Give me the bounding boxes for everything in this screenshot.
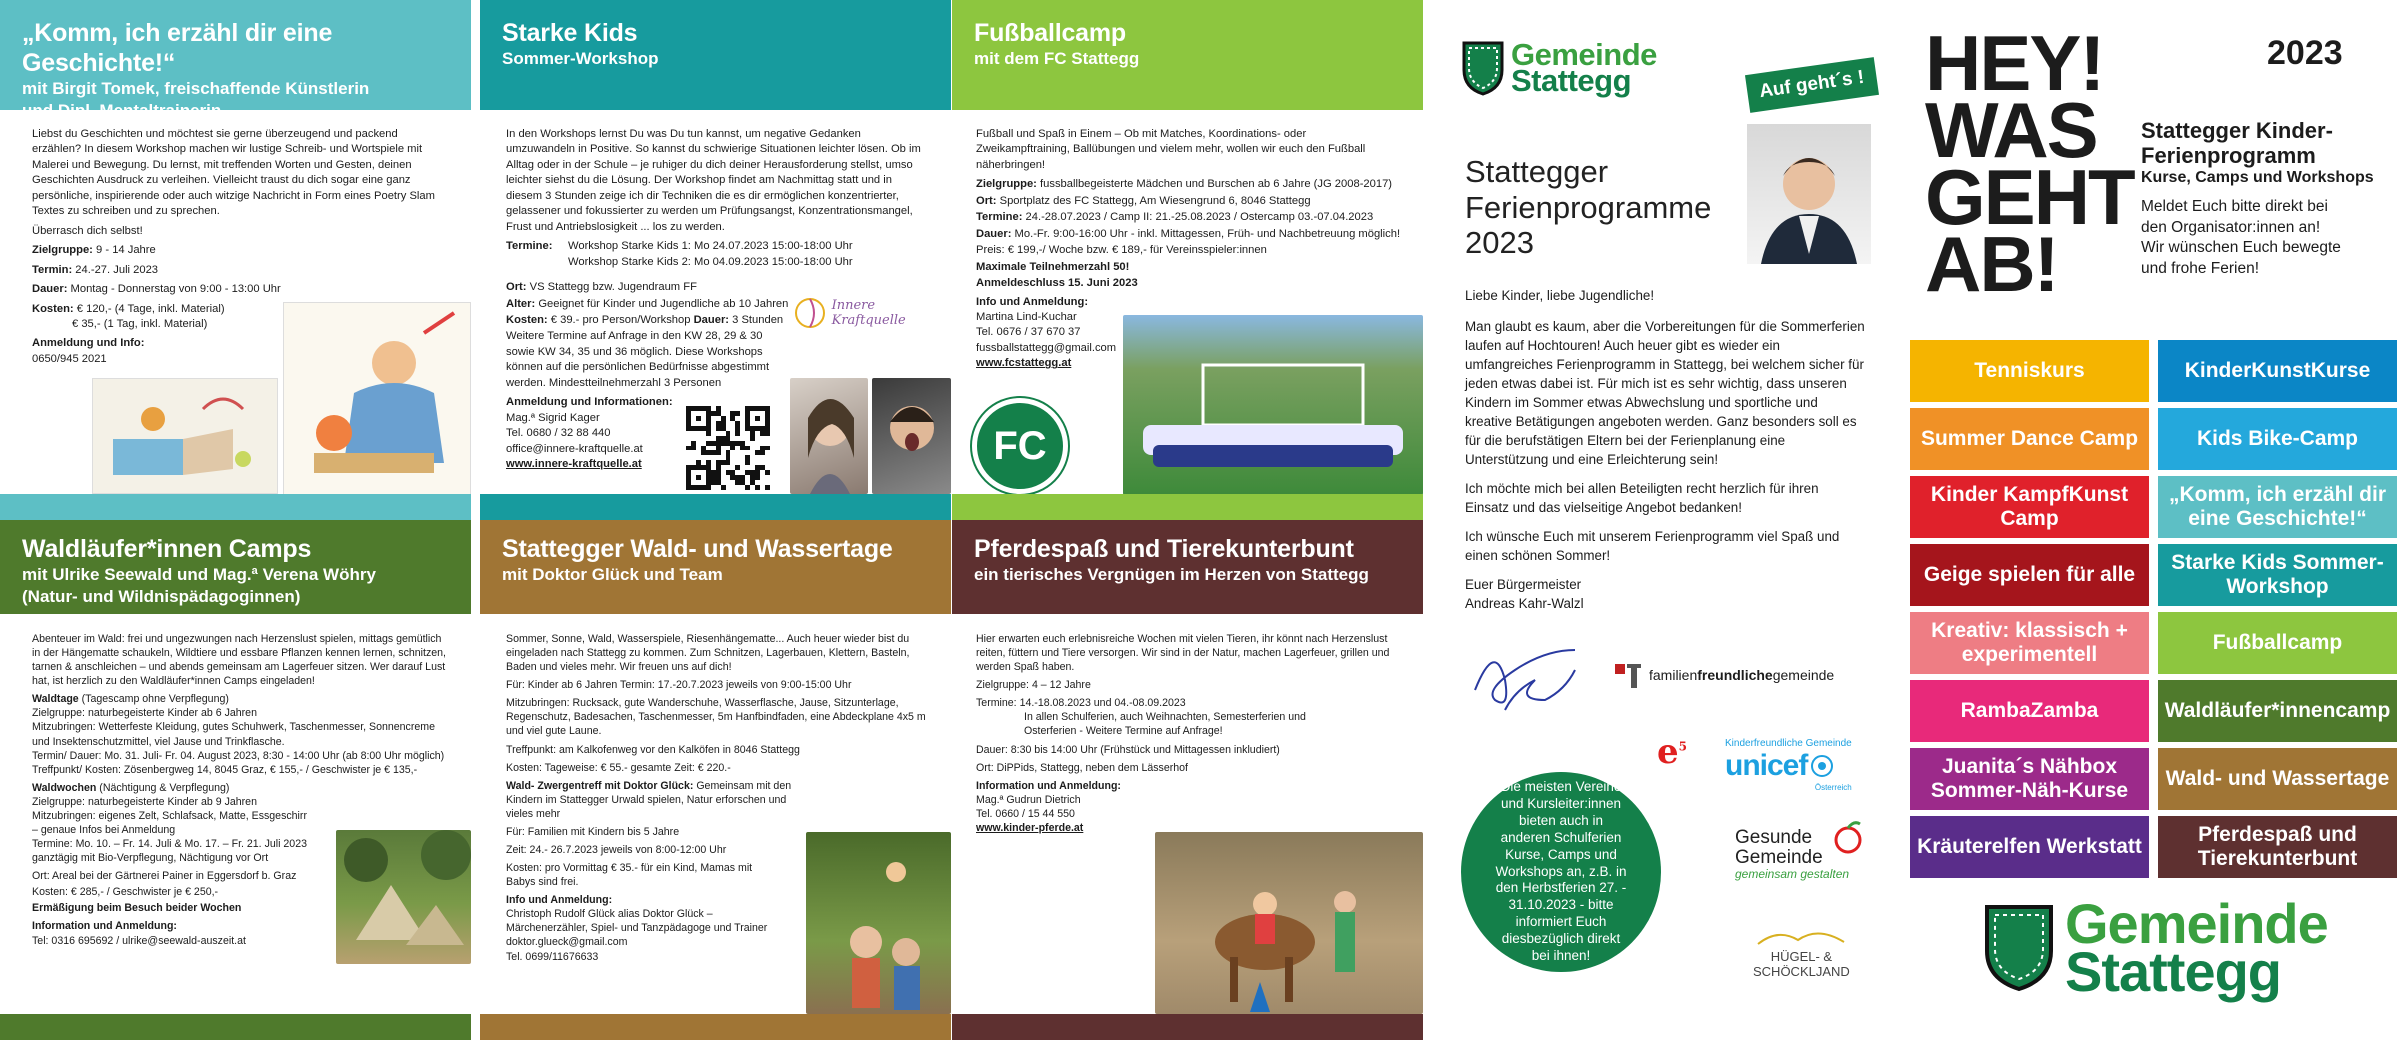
hey-line-4: AB! [1925,220,2058,309]
letter-heading [1465,154,1711,261]
waldlaeufer-info: Tel: 0316 695692 / ulrike@seewald-auszeit.at [32,934,246,947]
unicef-logo [1725,738,1852,792]
program-tile[interactable]: Tenniskurs [1910,340,2149,402]
target-label: Zielgruppe: [32,244,93,257]
pferde-footer-stripe [952,1014,1423,1040]
info-name: Martina Lind-Kuchar [976,310,1077,323]
qr-module [696,475,701,480]
program-tile[interactable]: Wald- und Wassertage [2158,748,2397,810]
program-tile[interactable]: Geige spielen für alle [1910,544,2149,606]
pferde-place: Ort: DiPPids, Stattegg, neben dem Lässerhof [976,761,1188,774]
ff-logo-b: freundliche [1697,667,1773,683]
large-logo-bottom: Stattegg [2065,939,2281,1003]
waldwochen-target: Zielgruppe: naturbegeisterte Kinder ab 9 Jahren [32,795,257,808]
contact-web[interactable]: www.innere-kraftquelle.at [506,458,642,471]
gg-1: Gesunde [1735,827,1813,848]
sun-icon [790,291,826,335]
mayor-letter-panel [1425,0,1895,1040]
letter-sign-2: Andreas Kahr-Walzl [1465,596,1584,612]
waldlaeufer-intro: Abenteuer im Wald: frei und ungezwungen nach Herzenslust spielen, mittags gemütlich in der Hängematte schaukeln, Wildtiere und essbare Pflanzen kennen lernen, schnitzen, tarnen & anschleichen – und abends gemeinsam am Lagerfeuer sitzen. Wer darauf Lust hat, ist herzlich zu den Waldläufer*innen Camps eingeladen! [32,633,446,688]
program-tile[interactable]: Kids Bike-Camp [2158,408,2397,470]
waldwasser-meet: Treffpunkt: am Kalkofenweg vor den Kalköfen in 8046 Stattegg [506,743,800,756]
program-tile[interactable]: Juanita´s Nähbox Sommer-Näh-Kurse [1910,748,2149,810]
unicef-sub: Österreich [1814,783,1852,792]
target-value: 9 - 14 Jahre [92,244,156,257]
apple-icon [1831,820,1865,854]
large-logo-top: Gemeinde [2065,892,2328,955]
storytelling-header [0,0,471,121]
qr-module [765,431,770,436]
logo-bottom: Stattegg [1511,63,1631,98]
waldlaeufer-title: Waldläufer*innen Camps [22,535,312,563]
info-mail: fussballstattegg@gmail.com [976,341,1117,354]
duration-value: Montag - Donnerstag von 9:00 - 13:00 Uhr [67,283,281,296]
stattegg-shield-large-icon [1983,903,2055,993]
hey-line-3: GEHT [1925,153,2134,242]
zwergentreff-cost: Kosten: pro Vormittag € 35.- für ein Kind, Mamas mit Babys sind frei. [506,862,753,889]
circle-text: Die meisten Vereine und Kursleiter:innen bieten auch in anderen Schulferien Kurse, Camps und Workshops an, z.B. in den Herbstferien 27. - 31.10.2023 - bitte informiert Euch diesbezüglich direkt bei ihnen! [1495,779,1627,963]
cover-year: 2023 [2267,34,2343,72]
dates-label: Termine: [976,211,1023,224]
waldwochen-label: Waldwochen [32,781,97,794]
e5-text: e [1657,732,1679,772]
date-label: Termin: [32,263,73,276]
pferde-header [952,520,1423,614]
storytelling-title: „Komm, ich erzähl dir eine Geschichte!“ [22,19,333,77]
cost-value-1: € 120,- (4 Tage, inkl. Material) [73,302,225,315]
auf-gehts-badge: Auf geht´s ! [1745,57,1879,113]
program-tile[interactable]: Waldläufer*innencamp [2158,680,2397,742]
qr-module [691,446,696,451]
starke-kids-footer-stripe [480,494,951,520]
football-team-photo [1123,315,1423,495]
date-value: 24.-27. Juli 2023 [72,263,159,276]
pferde-section [952,520,1423,1040]
waldtage-meet: Treffpunkt/ Kosten: Zösenbergweg 14, 8045 Graz, € 155,- / Geschwister je € 135,- [32,763,418,776]
e5-logo: $e^5$ [1657,732,1687,772]
program-tile[interactable]: Kreativ: klassisch + experimentell [1910,612,2149,674]
qr-module [755,485,760,490]
target-label: Zielgruppe: [976,178,1037,191]
qr-module [696,416,701,421]
gg-3: gemeinsam gestalten [1735,866,1850,881]
letter-sign-1: Euer Bürgermeister [1465,577,1582,593]
place-value: Sportplatz des FC Stattegg, Am Wiesengrund 6, 8046 Stattegg [996,194,1311,207]
pferde-duration: Dauer: 8:30 bis 14:00 Uhr (Frühstück und Mittagessen inkludiert) [976,743,1280,756]
qr-module [721,485,726,490]
waldwasser-title: Stattegger Wald- und Wassertage [502,535,893,563]
fc-stattegg-logo [972,398,1068,494]
unicef-text: unicef [1725,749,1808,782]
starke-kids-column [480,0,951,1040]
program-tile[interactable]: Summer Dance Camp [1910,408,2149,470]
qr-module [765,470,770,475]
qr-module [755,475,760,480]
tent-camp-photo [336,830,471,964]
letter-greeting: Liebe Kinder, liebe Jugendliche! [1465,288,1655,303]
dates-value: 24.-28.07.2023 / Camp II: 21.-25.08.2023 / Ostercamp 03.-07.04.2023 [1022,211,1374,224]
cover-text-3: Wir wünschen Euch bewegte [2141,239,2341,257]
waldwasser-info-2: Märchenerzähler, Spiel- und Tanzpädagoge und Trainer [506,922,768,935]
starke-kids-subtitle: Sommer-Workshop [502,49,659,68]
starke-kids-intro: In den Workshops lernst Du was Du tun kannst, um negative Gedanken umzuwandeln in Positive. So kannst du schwierige Situationen leichter lösen. Ob im Alltag oder in der Schule – je ruhiger du dich deiner Herausforderung stellst, umso leichter siehst du die Lösung. Der Workshop findet am Nachmittag statt und in diesem 3 Stunden zeige ich dir Techniken die es dir ermöglichen konzentrierter, gelassener und fokussierter zu werden um Prüfungsangst, Konzentrationsmangel, Frust und Antriebslosigkeit ... los zu werden. [506,128,921,233]
qr-code[interactable] [682,402,774,494]
waldtage-date: Termin/ Dauer: Mo. 31. Juli- Fr. 04. August 2023, 8:30 - 14:00 Uhr (ab 8:00 Uhr möglich) [32,749,445,762]
cover-text-2: den Organisator:innen an! [2141,218,2321,236]
cost-value-2: € 35,- (1 Tag, inkl. Material) [72,317,208,330]
pferde-info-web[interactable]: www.kinder-pferde.at [976,821,1084,834]
waldtage-bring: Mitzubringen: Wetterfeste Kleidung, gutes Schuhwerk, Taschenmesser, Sonnencreme und Insektenschutzmittel, viel Jause und Trinkflasche. [32,721,435,748]
waldwasser-info-label: Info und Anmeldung: [506,894,613,907]
age-label: Alter: [506,297,536,310]
waldlaeufer-subtitle-1: mit Ulrike Seewald und Mag.ª Verena Wöhry [22,565,376,584]
fussball-column [952,0,1423,1040]
letter-paragraph-1: Man glaubt es kaum, aber die Vorbereitungen für die Sommerferien laufen auf Hochtouren! Auch heuer gibt es wieder ein umfangreiches Ferienprogramm in Stattegg, bei welchem sicher für jeden etwas dabei ist. Für mich ist es sehr wichtig, dass unseren Kindern im Sommer etwas Abwechslung und sportliche und kreative Betätigungen angeboten werden. Ganz besonders soll es für die berufstätigen Eltern bei der Ferienplanung eine Unterstützung und eine Erleichterung sein! [1465,319,1865,468]
cost-value: € 39.- pro Person/Workshop [547,313,691,326]
familienfreundliche-logo [1613,660,1834,690]
waldwasser-info-1: Christoph Rudolf Glück alias Doktor Glück – [506,908,713,921]
cover-title-2: Ferienprogramm [2141,143,2316,169]
contact-label: Anmeldung und Informationen: [506,396,673,409]
waldwasser-for: Für: Kinder ab 6 Jahren Termin: 17.-20.7.2023 jeweils von 9:00-15:00 Uhr [506,679,852,692]
starke-kids-more: Weitere Termine auf Anfrage in den KW 28, 29 & 30 sowie KW 34, 35 und 36 möglich. Diese Workshops können auf die persönlichen Bedürfnisse abgestimmt werden. Mindestteilnehmerzahl 3 Personen [506,330,770,389]
pferde-info-label: Information und Anmeldung: [976,779,1121,792]
waldwasser-info-4: Tel. 0699/11676633 [506,950,599,963]
qr-module [716,450,721,455]
pferde-info-phone: Tel. 0660 / 15 44 550 [976,807,1075,820]
target-value: fussballbegeisterte Mädchen und Burschen ab 6 Jahre (JG 2008-2017) [1036,178,1393,191]
fc-logo-text: FC [993,423,1047,468]
waldtage-target: Zielgruppe: naturbegeisterte Kinder ab 6 Jahren [32,707,257,720]
qr-module [706,485,711,490]
cost-label: Kosten: [506,313,548,326]
waldlaeufer-header [0,520,471,614]
qr-module [730,446,735,451]
duration-label: Dauer: [976,227,1012,240]
hs-2: SCHÖCKLJAND [1753,963,1850,979]
fussball-footer-stripe [952,494,1423,520]
storytelling-intro: Liebst du Geschichten und möchtest sie gerne überzeugend und packend erzählen? In diesem Workshop machen wir lustige Schreib- und Wortspiele mit Malerei und Bewegung. Du lernst, mit treffenden Worten und Gesten, deinen Geschichten Ausdruck zu verleihen. Vielleicht traust du dich sogar eine ganz persönliche, inspirierende oder auch witzige Nachricht in Form eines Poetry Slam Textes zu schreiben und zu sprechen. [32,128,435,218]
contact-phone: Tel. 0680 / 32 88 440 [506,427,611,440]
qr-module [765,485,770,490]
cover-subtitle: Kurse, Camps und Workshops [2141,168,2374,186]
circle-notice [1461,772,1661,972]
gemeinde-logo-small [1461,36,1657,98]
fussball-subtitle: mit dem FC Stattegg [974,49,1140,68]
waldlaeufer-footer-stripe [0,1014,471,1040]
pony-photo [1155,832,1423,1014]
qr-module [755,416,760,421]
qr-module [760,450,765,455]
qr-module [735,411,740,416]
pferde-title: Pferdespaß und Tierekunterbunt [974,535,1354,563]
cover-intro [2141,118,2391,280]
huegelland-logo [1753,930,1850,980]
qr-module [745,485,750,490]
logo-text: Innere Kraftquelle [831,298,906,328]
fussball-title: Fußballcamp [974,19,1126,47]
letter-paragraph-2: Ich möchte mich bei allen Beteiligten recht herzlich für ihren Einsatz und das vielseitige Angebot bedanken! [1465,481,1819,516]
waldwasser-subtitle: mit Doktor Glück und Team [502,565,723,584]
waldlaeufer-info-label: Information und Anmeldung: [32,920,177,933]
duration-label: Dauer: [32,283,68,296]
waldtage-label: Waldtage [32,693,79,706]
contact-name: Mag.ª Sigrid Kager [506,411,600,424]
waldwasser-header [480,520,951,614]
letter-text [1465,286,1865,613]
waldwochen-bring: Mitzubringen: eigenes Zelt, Schlafsack, Matte, Essgeschirr – genaue Infos bei Anmeldung [32,809,307,837]
program-tile[interactable]: Pferdespaß und Tierekunterbunt [2158,816,2397,878]
qr-module [706,431,711,436]
starke-kids-dates [506,239,929,274]
gesunde-gemeinde-logo [1735,828,1849,880]
deadline: Anmeldeschluss 15. Juni 2023 [976,277,1138,290]
info-label: Info und Anmeldung: [976,295,1089,308]
innere-kraftquelle-logo [790,288,940,338]
cost-label: Kosten: [32,302,74,315]
kids-forest-photo [806,832,951,1014]
letter-paragraph-3: Ich wünsche Euch mit unserem Ferienprogramm viel Spaß und einen schönen Sommer! [1465,529,1840,564]
fussball-intro: Fußball und Spaß in Einem – Ob mit Matches, Koordinations- oder Zweikampftraining, Ballübungen und vielem mehr, wollen wir euch den Fußball näherbringen! [976,128,1366,171]
qr-module [735,465,740,470]
zwergentreff-title: Wald- Zwergentreff mit Doktor Glück: [506,779,694,792]
storytelling-closing: Überrasch dich selbst! [32,224,143,237]
heading-1: Stattegger [1465,154,1609,189]
program-tile[interactable]: „Komm, ich erzähl dir eine Geschichte!“ [2158,476,2397,538]
info-phone: 0650/945 2021 [32,352,107,365]
program-tile[interactable]: Kinder KampfKunst Camp [1910,476,2149,538]
place-value: VS Stattegg bzw. Jugendraum FF [526,281,697,294]
waldtage-note: (Tagescamp ohne Verpflegung) [78,693,229,706]
duration-value: Mo.-Fr. 9:00-16:00 Uhr - inkl. Mittagessen, Früh- und Nachbetreuung möglich! [1011,227,1401,240]
fussball-header [952,0,1423,110]
pferde-dates-2: In allen Schulferien, auch Weihnachten, Semesterferien und Osterferien - Weitere Termine auf Anfrage! [1024,711,1306,738]
pferde-target: Zielgruppe: 4 – 12 Jahre [976,679,1091,692]
cover-text-4: und frohe Ferien! [2141,260,2260,278]
pferde-subtitle: ein tierisches Vergnügen im Herzen von Stattegg [974,565,1369,584]
storytelling-illustration-1 [92,378,278,494]
hey-line-1: HEY! [1925,19,2104,107]
waldlaeufer-subtitle-2: (Natur- und Wildnispädagoginnen) [22,587,301,607]
starke-kids-header [480,0,951,110]
pferde-body [952,614,1423,835]
dates-2: Workshop Starke Kids 2: Mo 04.09.2023 15:00-18:00 Uhr [568,255,853,268]
mayor-portrait [1747,124,1871,264]
pferde-intro: Hier erwarten euch erlebnisreiche Wochen mit vielen Tieren, ihr könnt nach Herzenslust reiten, füttern und Tiere versorgen. Wir sind in der Natur, machen Lagerfeuer, grillen und werden Spaß haben. [976,633,1390,674]
storytelling-subtitle-2: und Dipl. Mentaltrainerin [22,101,222,121]
cover-text-1: Meldet Euch bitte direkt bei [2141,197,2328,215]
gemeinde-logo-large [1983,892,2328,1003]
qr-module [735,431,740,436]
pferde-info-name: Mag.ª Gudrun Dietrich [976,793,1081,806]
ff-logo-c: gemeinde [1772,667,1835,683]
hey-line-2: WAS [1925,86,2097,175]
zwergentreff-time: Zeit: 24.- 26.7.2023 jeweils von 8:00-12:00 Uhr [506,844,727,857]
max-participants: Maximale Teilnehmerzahl 50! [976,260,1130,273]
zwergentreff-for: Für: Familien mit Kindern bis 5 Jahre [506,825,680,838]
waldwochen-note: (Nächtigung & Verpflegung) [96,781,230,794]
logo-top: Gemeinde [1511,36,1657,72]
info-phone: Tel. 0676 / 37 670 37 [976,326,1081,339]
family-icon [1613,660,1643,690]
storytelling-subtitle-1: mit Birgit Tomek, freischaffende Künstlerin [22,79,370,98]
storytelling-illustration-2 [283,302,471,500]
waldlaeufer-section [0,520,471,1040]
pferde-dates: Termine: 14.-18.08.2023 und 04.-08.09.2023 [976,697,1186,710]
dates-1: Workshop Starke Kids 1: Mo 24.07.2023 15:00-18:00 Uhr [568,240,853,253]
storytelling-footer-stripe [0,494,471,520]
waldwasser-info-3: doktor.glueck@gmail.com [506,936,628,949]
program-tile[interactable]: Starke Kids Sommer-Workshop [2158,544,2397,606]
unicef-globe-icon [1811,755,1833,777]
ff-logo-a: familien [1649,667,1698,683]
hills-icon [1756,930,1846,946]
heading-2: Ferienprogramme [1465,189,1712,225]
storytelling-column [0,0,471,1040]
qr-module [726,460,731,465]
info-label: Anmeldung und Info: [32,337,145,350]
waldwochen-discount: Ermäßigung beim Besuch beider Wochen [32,902,242,915]
waldwochen-dates: Termine: Mo. 10. – Fr. 14. Juli & Mo. 17. – Fr. 21. Juli 2023 ganztägig mit Bio-Verpflegung, Nächtigung vor Ort [32,838,307,865]
qr-module [765,446,770,451]
program-tile[interactable]: KinderKunstKurse [2158,340,2397,402]
price-value: Preis: € 199,-/ Woche bzw. € 189,- für Vereinsspieler:innen [976,244,1267,257]
qr-module [745,446,750,451]
gg-2: Gemeinde [1735,846,1823,868]
waldwasser-footer-stripe [480,1014,951,1040]
duration-label: Dauer: [693,313,730,326]
unicef-small: Kinderfreundliche Gemeinde [1725,738,1852,749]
contact-mail: office@innere-kraftquelle.at [506,442,643,455]
waldwasser-section [480,520,951,1040]
cover-title-1: Stattegger Kinder- [2141,118,2333,143]
hs-1: HÜGEL- & [1770,948,1833,964]
place-label: Ort: [506,281,527,294]
waldwochen-cost: Kosten: € 285,- / Geschwister je € 250,- [32,886,219,899]
stattegg-shield-icon [1461,40,1505,96]
mayor-signature [1465,630,1585,720]
age-value: Geeignet für Kinder und Jugendliche ab 10 Jahren [535,297,789,310]
qr-module [750,436,755,441]
starke-kids-title: Starke Kids [502,19,638,47]
duration-value: 3 Stunden [729,313,784,326]
girl-photo [790,378,868,494]
program-tile[interactable]: Kräuterelfen Werkstatt [1910,816,2149,878]
program-tile[interactable]: RambaZamba [1910,680,2149,742]
hey-headline [1925,19,2134,309]
boy-photo [872,378,951,494]
place-label: Ort: [976,194,997,207]
info-web[interactable]: www.fcstattegg.at [976,357,1072,370]
cover-panel [1895,0,2400,1040]
waldwasser-cost: Kosten: Tageweise: € 55.- gesamte Zeit: € 220.- [506,761,731,774]
program-tile[interactable]: Fußballcamp [2158,612,2397,674]
qr-module [745,460,750,465]
dates-label: Termine: [506,240,553,253]
waldwochen-place: Ort: Areal bei der Gärtnerei Painer in Eggersdorf b. Graz [32,870,297,883]
waldwasser-bring: Mitzubringen: Rucksack, gute Wanderschuhe, Wasserflasche, Jause, Sitzunterlage, Regenschutz, Badesachen, Taschenmesser, 5m Hanfbindfaden, eine Abdeckplane 4x5 m und viel gute Laune. [506,697,926,738]
zwergentreff-intro: Gemeinsam mit den Kindern im Stattegger Urwald spielen, Natur erforschen und vieles mehr [506,779,792,820]
heading-3: 2023 [1465,225,1534,261]
waldwasser-intro: Sommer, Sonne, Wald, Wasserspiele, Riesenhängematte... Auch heuer wieder bist du eingeladen nach Stattegg zu kommen. Zum Schnitzen, Lagerbauen, Klettern, Basteln, Baden und vieles mehr. Wir freuen uns auf dich! [506,633,910,674]
